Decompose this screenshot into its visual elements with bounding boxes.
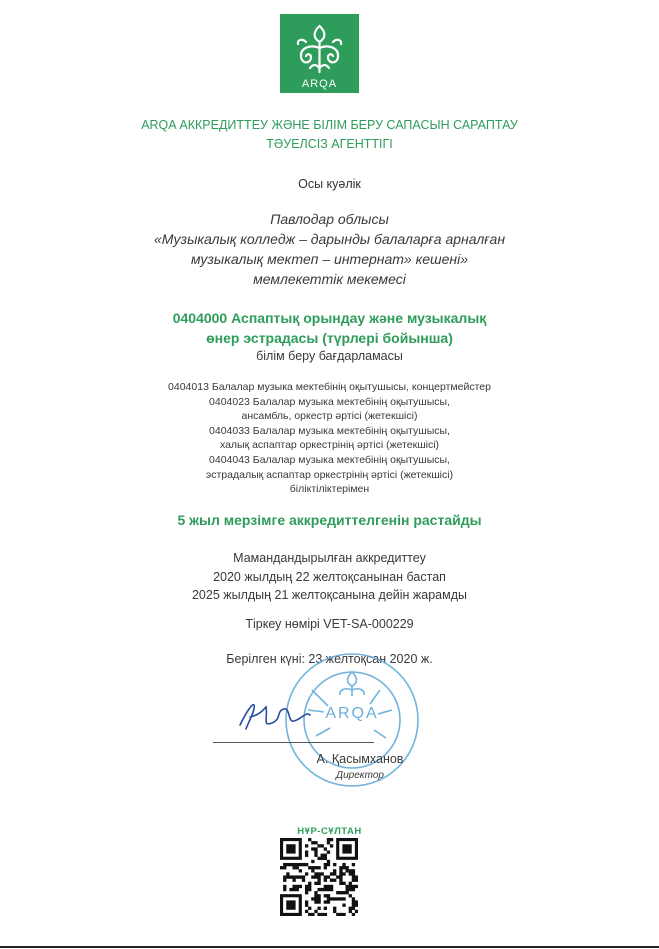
signature-line xyxy=(213,742,374,743)
qr-code-icon xyxy=(280,838,358,916)
institution-name xyxy=(0,209,659,289)
institution-line: Павлодар облысы xyxy=(270,211,389,227)
qualification-line: біліктіліктерімен xyxy=(289,483,370,496)
page-edge xyxy=(0,946,659,948)
institution-line: мемлекеттік мекемесі xyxy=(253,271,406,287)
director-signature xyxy=(232,695,322,735)
qualification-line: халық аспаптар оркестрінің әртісі (жетекшісі) xyxy=(219,439,440,452)
program-title-line: 0404000 Аспаптық орындау және музыкалық xyxy=(172,310,487,326)
program-title xyxy=(0,308,659,348)
institution-line: музыкалық мектеп – интернат» кешені» xyxy=(190,251,468,267)
qualification-line: ансамбль, оркестр әртісі (жетекшісі) xyxy=(241,410,418,423)
logo-text: ARQA xyxy=(301,78,338,90)
qualification-line: 0404033 Балалар музыка мектебінің оқытушысы, xyxy=(209,424,450,437)
qualification-line: 0404023 Балалар музыка мектебінің оқытушысы, xyxy=(209,395,450,408)
registration-number: Тіркеу нөмірі VET-SA-000229 xyxy=(245,617,414,631)
agency-line-2: ТӘУЕЛСІЗ АГЕНТТІГІ xyxy=(266,137,393,151)
qualification-line: эстрадалық аспаптар оркестрінің әртісі (жетекшісі) xyxy=(205,468,454,481)
qualification-line: 0404013 Балалар музыка мектебінің оқытушысы, концертмейстер xyxy=(168,381,491,393)
agency-line-1: ARQA АККРЕДИТТЕУ ЖӘНЕ БІЛІМ БЕРУ САПАСЫН САРАПТАУ xyxy=(141,118,518,132)
qualifications-list xyxy=(0,380,659,497)
validity-line: 2020 жылдың 22 желтоқсанынан бастап xyxy=(213,569,446,584)
validity-line: 2025 жылдың 21 желтоқсанына дейін жарамды xyxy=(191,588,468,602)
program-subtitle: білім беру бағдарламасы xyxy=(256,349,403,363)
stamp-center-text: ARQA xyxy=(325,705,379,722)
institution-line: «Музыкалық колледж – дарынды балаларға арналған xyxy=(153,231,506,247)
signer-title: Директор xyxy=(336,770,384,781)
arqa-logo xyxy=(280,14,359,93)
agency-name xyxy=(0,116,659,154)
intro-text: Осы куәлік xyxy=(298,177,361,191)
validity-line: Мамандандырылған аккредиттеу xyxy=(233,551,426,565)
qualification-line: 0404043 Балалар музыка мектебінің оқытушысы, xyxy=(209,453,450,466)
validity-period xyxy=(0,549,659,605)
accreditation-confirmation: 5 жыл мерзімге аккредиттелгенін растайды xyxy=(177,512,482,528)
issue-date: Берілген күні: 23 желтоқсан 2020 ж. xyxy=(226,652,433,666)
city-name: НҰР-СҰЛТАН xyxy=(297,826,362,837)
program-title-line: өнер эстрадасы (түрлері бойынша) xyxy=(206,330,453,346)
signer-name: А. Қасымханов xyxy=(316,752,404,766)
